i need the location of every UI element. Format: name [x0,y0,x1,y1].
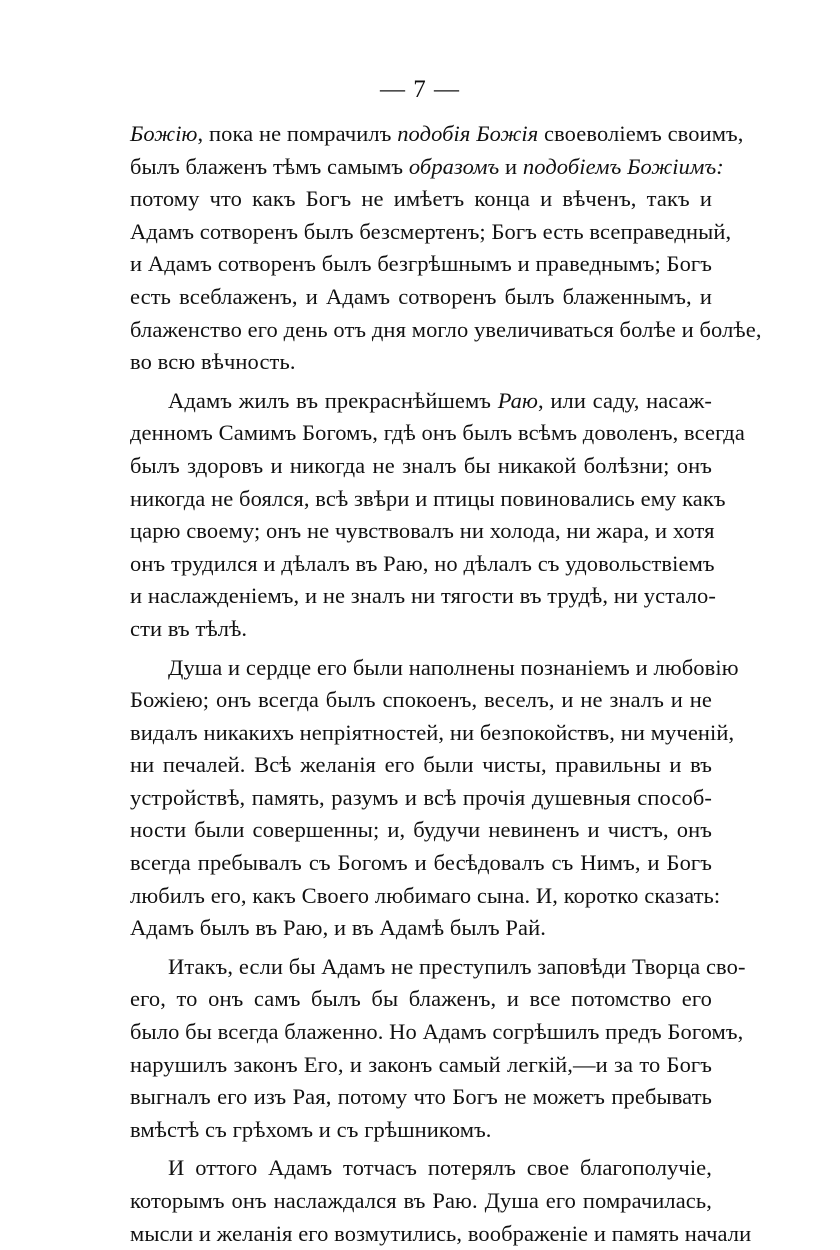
text-line [130,1114,712,1147]
paragraph [130,1152,752,1250]
text-line [130,1185,712,1218]
text-line [130,1081,712,1114]
text-segment: и [499,153,523,179]
text-segment: его, то онъ самъ былъ бы блаженъ, и все потомство его [130,986,712,1012]
text-segment: и наслажденіемъ, и не зналъ ни тягости въ трудѣ, ни устало- [130,583,716,609]
text-line [130,417,745,450]
text-segment: выгналъ его изъ Рая, потому что Богъ не можетъ пребывать [130,1084,712,1110]
text-line [130,515,715,548]
text-segment: сти въ тѣлѣ. [130,615,248,641]
text-segment: былъ здоровъ и никогда не зналъ бы никакой болѣзни; онъ [130,452,712,478]
text-segment: устройствѣ, память, разумъ и всѣ прочія душевныя способ- [130,784,712,810]
text-line [130,580,716,613]
text-line [130,684,712,717]
paragraph [130,652,739,945]
text-line [130,385,712,418]
text-segment: есть всеблаженъ, и Адамъ сотворенъ былъ блаженнымъ, и [130,283,712,309]
paragraph [130,385,745,646]
text-line [130,1049,712,1082]
text-segment: Раю [497,387,538,413]
text-segment: , пока не помрачилъ [197,121,398,146]
text-line [130,1016,744,1049]
text-segment: подобія Божія [397,121,539,146]
text-segment: и Адамъ сотворенъ былъ безгрѣшнымъ и праведнымъ; Богъ [130,251,712,277]
text-segment: во всю вѣчность. [130,349,296,375]
page-number: — 7 — [380,76,460,103]
text-segment: онъ трудился и дѣлалъ въ Раю, но дѣлалъ съ удовольствіемъ [130,550,715,576]
text-segment: нарушилъ законъ Его, и законъ самый легкій,—и за то Богъ [130,1051,712,1077]
text-segment: всегда пребывалъ съ Богомъ и бесѣдовалъ съ Нимъ, и Богъ [130,850,712,876]
text-line [130,450,712,483]
text-segment: блаженство его день отъ дня могло увеличиваться болѣе и болѣе, [130,316,762,342]
text-segment: Божію [130,121,198,146]
text-line [130,248,712,281]
text-segment: было бы всегда блаженно. Но Адамъ согрѣшилъ предъ Богомъ, [130,1019,744,1045]
text-line [130,847,712,880]
text-segment: Адамъ сотворенъ былъ безсмертенъ; Богъ есть всеправедный, [130,218,732,244]
body-text [130,118,762,1250]
text-segment: мысли и желанія его возмутились, воображеніе и память начали [130,1220,752,1246]
text-segment: которымъ онъ наслаждался въ Раю. Душа его помрачилась, [130,1188,712,1213]
text-segment: подобіемъ Божіимъ: [522,153,724,179]
text-line [130,483,726,516]
text-line [130,951,746,984]
text-segment: Душа и сердце его были наполнены познаніемъ и любовію [168,654,739,680]
text-line [130,983,712,1016]
text-segment: денномъ Самимъ Богомъ, гдѣ онъ былъ всѣмъ доволенъ, всегда [130,420,745,446]
text-segment: Божіею; онъ всегда былъ спокоенъ, веселъ, и не зналъ и не [130,687,712,713]
text-line [130,1152,712,1185]
text-line [130,749,712,782]
text-line [130,314,762,347]
text-line [130,814,712,847]
text-line [130,880,721,913]
text-line [130,281,712,314]
text-segment: потому что какъ Богъ не имѣетъ конца и вѣченъ, такъ и [130,186,712,212]
text-line [130,717,735,750]
text-line [130,183,712,216]
text-segment: видалъ никакихъ непріятностей, ни безпокойствъ, ни мученій, [130,719,735,745]
text-segment: И оттого Адамъ тотчасъ потерялъ свое благополучіе, [168,1155,712,1181]
text-line [130,912,712,945]
paragraph [130,951,746,1147]
text-segment: былъ блаженъ тѣмъ самымъ [130,153,409,179]
text-segment: никогда не боялся, всѣ звѣри и птицы повиновались ему какъ [130,485,726,511]
text-line [130,613,712,646]
text-line [130,151,724,184]
text-line [130,782,712,815]
text-segment: царю своему; онъ не чувствовалъ ни холода, ни жара, и хотя [130,518,715,544]
text-segment: ни печалей. Всѣ желанія его были чисты, правильны и въ [130,752,712,778]
text-segment: любилъ его, какъ Своего любимаго сына. И, коротко сказать: [130,882,721,908]
text-segment: Итакъ, если бы Адамъ не преступилъ заповѣди Творца сво- [168,953,746,979]
text-line [130,216,732,249]
text-line [130,118,744,151]
text-segment: образомъ [408,153,500,179]
text-segment: , или саду, насаж- [538,387,712,413]
text-segment: своеволіемъ своимъ, [538,121,744,146]
paragraph [130,118,762,379]
text-line [130,652,739,685]
text-segment: Адамъ былъ въ Раю, и въ Адамѣ былъ Рай. [130,915,546,941]
text-line [130,346,712,379]
text-segment: Адамъ жилъ въ прекраснѣйшемъ [168,387,498,413]
text-segment: вмѣстѣ съ грѣхомъ и съ грѣшникомъ. [130,1116,492,1142]
text-line [130,1218,752,1250]
text-line [130,548,715,581]
text-segment: ности были совершенны; и, будучи невиненъ и чистъ, онъ [130,817,712,843]
